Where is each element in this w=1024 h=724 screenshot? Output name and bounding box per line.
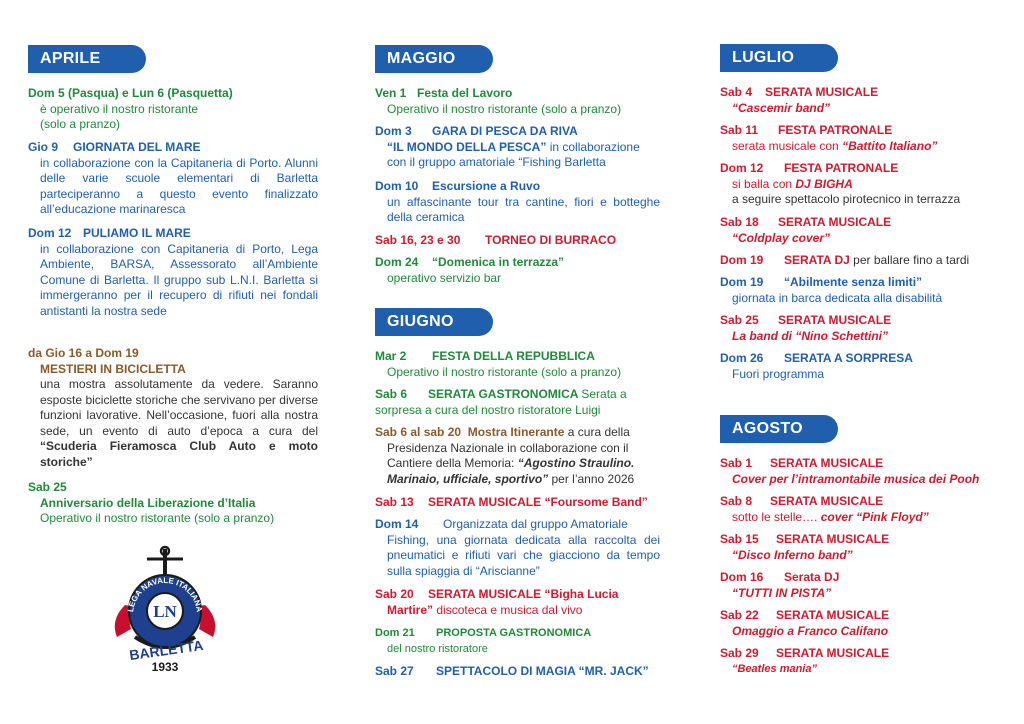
event-giugno-foursome	[375, 495, 660, 511]
event-text: Fuori programma	[732, 366, 825, 381]
event-title: PULIAMO IL MARE	[83, 226, 191, 240]
event-title: FESTA DELLA REPUBBLICA	[432, 349, 595, 363]
event-date: Sab 29	[720, 646, 759, 660]
event-aprile-liberazione	[28, 480, 318, 527]
event-text: per l’anno 2026	[551, 471, 635, 486]
event-title: GIORNATA DEL MARE	[73, 140, 201, 154]
event-date: Dom 5 (Pasqua) e Lun 6 (Pasquetta)	[28, 86, 233, 100]
event-title: SERATA DJ	[784, 253, 850, 267]
event-title: FESTA PATRONALE	[778, 123, 893, 137]
event-maggio-terrazza	[375, 255, 660, 286]
event-text: un affascinante tour tra cantine, fiori e botteghe della ceramica	[387, 194, 660, 224]
event-highlight: DJ BIGHA	[795, 176, 853, 191]
event-title: TORNEO DI BURRACO	[485, 233, 617, 247]
event-title: SERATA MUSICALE	[776, 646, 890, 660]
event-text: Fishing, una giornata dedicata alla raccolta dei pneumatici e rifiuti vari che giacciono da tempo sulla spiaggia di “Ariscianne”	[387, 532, 660, 578]
event-title: SERATA MUSICALE	[776, 532, 890, 546]
month-header-maggio: MAGGIO	[375, 45, 493, 73]
event-date: Dom 12	[720, 161, 764, 175]
event-title: GARA DI PESCA DA RIVA	[432, 124, 578, 138]
event-giugno-mostra	[375, 425, 660, 487]
event-title: SERATA MUSICALE “Bigha Lucia	[428, 587, 619, 601]
event-agosto-dj	[720, 570, 1005, 601]
event-date: Dom 19	[720, 253, 764, 267]
event-date: Sab 8	[720, 494, 753, 508]
logo-year: 1933	[151, 660, 179, 674]
event-highlight: “Scuderia Fieramosca Club Auto e moto storiche”	[40, 439, 318, 469]
month-header-giugno: GIUGNO	[375, 308, 493, 336]
event-agosto-pink-floyd	[720, 494, 1005, 525]
event-text: serata musicale con	[732, 138, 839, 153]
event-title: Festa del Lavoro	[417, 86, 513, 100]
event-date: Dom 16	[720, 570, 764, 584]
event-title: “Abilmente senza limiti”	[784, 275, 923, 289]
event-highlight: “IL MONDO DELLA PESCA”	[387, 139, 547, 154]
event-title: SERATA MUSICALE	[778, 215, 892, 229]
event-highlight: “Coldplay cover”	[732, 230, 831, 245]
event-luglio-patronale-1	[720, 123, 1005, 154]
event-luglio-coldplay	[720, 215, 1005, 246]
event-text: del nostro ristoratore	[387, 642, 488, 655]
event-date: Sab 27	[375, 664, 414, 678]
event-title: Martire”	[387, 602, 434, 617]
month-header-aprile: APRILE	[28, 45, 146, 73]
event-title: SPETTACOLO DI MAGIA “MR. JACK”	[436, 664, 649, 678]
event-aprile-mestieri	[28, 346, 318, 470]
event-date: Dom 12	[28, 226, 72, 240]
event-title: PROPOSTA GASTRONOMICA	[436, 627, 592, 639]
event-giugno-fishing	[375, 517, 660, 579]
event-date: Sab 25	[28, 480, 67, 494]
event-text: operativo servizio bar	[387, 270, 502, 285]
event-date: Sab 1	[720, 456, 753, 470]
event-date: Sab 13	[375, 495, 414, 509]
event-text: Organizzata dal gruppo Amatoriale	[443, 517, 628, 531]
event-highlight: La band di “Nino Schettini”	[732, 328, 888, 343]
event-text: Operativo il nostro ristorante (solo a pranzo)	[40, 511, 275, 525]
event-date: da Gio 16 a Dom 19	[28, 346, 139, 360]
event-title: Anniversario della Liberazione d’Italia	[40, 495, 256, 510]
event-date: Ven 1	[375, 86, 407, 100]
month-header-agosto: AGOSTO	[720, 415, 838, 443]
event-agosto-califano	[720, 608, 1005, 639]
event-giugno-magia	[375, 664, 660, 680]
event-date: Dom 19	[720, 275, 764, 289]
event-date: Sab 6 al sab 20	[375, 425, 462, 439]
event-title: SERATA MUSICALE “Foursome Band”	[428, 495, 648, 509]
event-title: SERATA MUSICALE	[770, 494, 884, 508]
event-date: Sab 22	[720, 608, 759, 622]
event-text: sotto le stelle….	[732, 509, 818, 524]
event-text: giornata in barca dedicata alla disabilità	[732, 290, 943, 305]
event-luglio-abilmente	[720, 275, 1005, 306]
event-title: SERATA MUSICALE	[776, 608, 890, 622]
event-maggio-ruvo	[375, 179, 660, 226]
event-title: Serata DJ	[784, 570, 840, 584]
event-text: in collaborazione con il gruppo amatoriale “Fishing Barletta	[387, 139, 640, 169]
event-highlight: “Beatles mania”	[732, 662, 817, 675]
event-luglio-patronale-2	[720, 161, 1005, 208]
logo-arc-text: LEGA NAVALE ITALIANA	[126, 575, 204, 613]
event-title: FESTA PATRONALE	[784, 161, 899, 175]
event-text: si balla con	[732, 176, 793, 191]
event-maggio-lavoro	[375, 86, 660, 117]
event-title: Mostra Itinerante	[467, 425, 565, 439]
event-agosto-disco-inferno	[720, 532, 1005, 563]
event-date: Dom 14	[375, 517, 419, 531]
event-text: Operativo il nostro ristorante (solo a pranzo)	[387, 364, 622, 379]
event-luglio-sorpresa	[720, 351, 1005, 382]
event-highlight: “Agostino Straulino. Marinaio, ufficiale, sportivo”	[387, 456, 635, 486]
event-highlight: “Disco Inferno band”	[732, 547, 853, 562]
event-highlight: Omaggio a Franco Califano	[732, 623, 889, 638]
event-title: SERATA A SORPRESA	[784, 351, 913, 365]
event-title: SERATA MUSICALE	[770, 456, 884, 470]
event-aprile-giornata-mare	[28, 140, 318, 218]
event-date: Gio 9	[28, 140, 59, 154]
event-title: SERATA MUSICALE	[765, 85, 879, 99]
event-date: Mar 2	[375, 349, 407, 363]
event-aprile-pasqua	[28, 86, 318, 133]
event-text: discoteca e musica dal vivo	[436, 602, 583, 617]
column-luglio-agosto	[720, 0, 1005, 724]
logo-monogram: LN	[153, 602, 177, 621]
event-highlight: “TUTTI IN PISTA”	[732, 585, 832, 600]
column-maggio-giugno	[375, 0, 660, 724]
event-maggio-burraco	[375, 233, 660, 249]
event-date: Sab 16, 23 e 30	[375, 233, 461, 247]
event-title: Escursione a Ruvo	[432, 179, 541, 193]
event-luglio-schettini	[720, 313, 1005, 344]
event-date: Dom 24	[375, 255, 419, 269]
event-text: Presidenza Nazionale in collaborazione con il Cantiere della Memoria:	[387, 440, 629, 470]
event-date: Sab 15	[720, 532, 759, 546]
event-date: Sab 4	[720, 85, 753, 99]
event-giugno-gastronomica	[375, 387, 660, 418]
lega-navale-logo	[85, 545, 245, 675]
event-giugno-repubblica	[375, 349, 660, 380]
event-text: (solo a pranzo)	[40, 117, 121, 131]
event-text: sorpresa a cura del nostro ristoratore Luigi	[375, 402, 601, 417]
event-maggio-gara-pesca	[375, 124, 660, 171]
event-luglio-cascemir	[720, 85, 1005, 116]
event-highlight: “Battito Italiano”	[842, 138, 938, 153]
event-text: in collaborazione con Capitaneria di Porto, Lega Ambiente, BARSA, Assessorato all’Ambiente Comune di Barletta. Il gruppo sub L.N.I. Barletta si immergeranno per il recupero di rifiuti nei fondali antistanti la nostra sede	[40, 241, 318, 318]
event-title: “Domenica in terrazza”	[432, 255, 565, 269]
event-highlight: Cover per l’intramontabile musica dei Pooh	[732, 471, 980, 486]
event-highlight: “Cascemir band”	[732, 100, 831, 115]
month-header-luglio: LUGLIO	[720, 44, 838, 72]
event-luglio-dj	[720, 253, 1005, 269]
event-date: Dom 10	[375, 179, 419, 193]
event-giugno-proposta	[375, 626, 660, 657]
event-date: Sab 25	[720, 313, 759, 327]
event-giugno-bigha	[375, 587, 660, 618]
event-text: a cura della	[567, 425, 630, 439]
event-agosto-pooh	[720, 456, 1005, 487]
event-text: è operativo il nostro ristorante	[40, 101, 199, 116]
event-text: per ballare fino a tardi	[853, 253, 970, 267]
event-text: a seguire spettacolo pirotecnico in terrazza	[732, 192, 961, 206]
event-date: Sab 11	[720, 123, 759, 137]
event-agosto-beatles	[720, 646, 1005, 677]
event-text: Serata a	[581, 387, 627, 401]
event-title: MESTIERI IN BICICLETTA	[40, 361, 186, 376]
event-text: Operativo il nostro ristorante (solo a pranzo)	[387, 101, 622, 116]
event-date: Sab 20	[375, 587, 414, 601]
event-date: Dom 26	[720, 351, 764, 365]
event-date: Sab 6	[375, 387, 408, 401]
event-date: Dom 3	[375, 124, 412, 138]
event-date: Sab 18	[720, 215, 759, 229]
event-title: SERATA MUSICALE	[778, 313, 892, 327]
event-text: in collaborazione con la Capitaneria di Porto. Alunni delle varie scuole elementari di Barletta parteciperanno a questo evento finalizzato all’educazione marinaresca	[40, 155, 318, 216]
event-text: una mostra assolutamente da vedere. Saranno esposte biciclette storiche che servivano per diverse funzioni lavorative. Nell’occasione, fuori alla nostra sede, un evento di auto d’epoca a cura del	[40, 377, 318, 438]
event-date: Dom 21	[375, 627, 415, 639]
logo-city: BARLETTA	[128, 636, 205, 664]
event-title: SERATA GASTRONOMICA	[428, 387, 578, 401]
event-highlight: cover “Pink Floyd”	[820, 509, 929, 524]
event-aprile-puliamo-mare	[28, 226, 318, 319]
